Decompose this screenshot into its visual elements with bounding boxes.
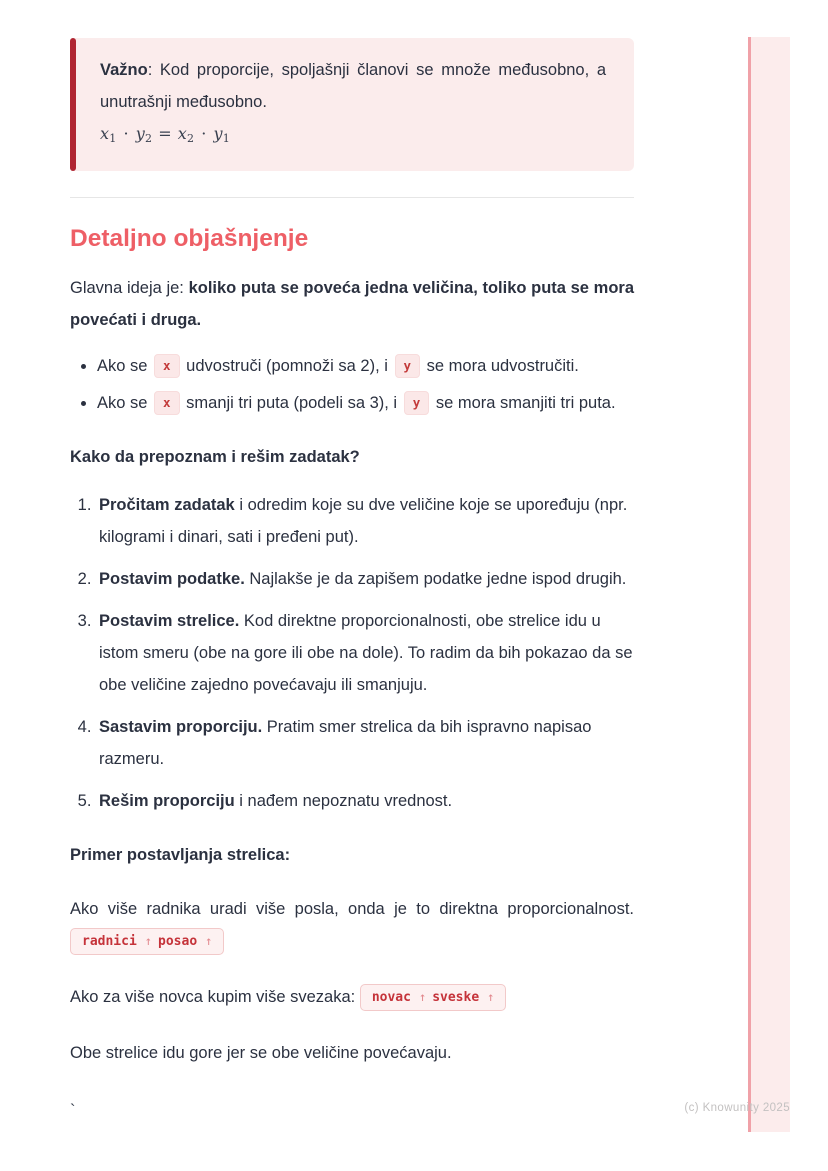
example-paragraph-1 — [70, 893, 634, 957]
step-text: i nađem nepoznatu vrednost. — [234, 792, 453, 810]
section-divider — [70, 197, 634, 198]
math-formula — [100, 118, 606, 155]
bullet-item — [97, 387, 634, 419]
closing-paragraph: Obe strelice idu gore jer se obe veličine povećavaju. — [70, 1044, 452, 1062]
up-arrow-icon: ↑ — [418, 990, 427, 1004]
up-arrow-icon: ↑ — [144, 934, 153, 948]
badge-word: radnici — [82, 934, 137, 949]
intro-bold-text: koliko puta se poveća jedna veličina, toliko puta se mora povećati i druga. — [70, 279, 634, 329]
important-callout — [70, 38, 634, 171]
bullet-list — [70, 350, 634, 419]
document-content — [70, 38, 634, 1127]
copyright-notice: (c) Knowunity 2025 — [684, 1102, 790, 1114]
code-badge-x: x — [154, 391, 180, 415]
formula-var: y — [135, 124, 145, 143]
bullet-text: smanji tri puta (podeli sa 3), i — [186, 394, 398, 412]
bullet-item — [97, 350, 634, 382]
step-item — [96, 711, 634, 775]
formula-subscript: 1 — [222, 132, 230, 145]
code-badge-y: y — [395, 354, 421, 378]
formula-subscript: 1 — [109, 132, 117, 145]
section-title: Detaljno objašnjenje — [70, 225, 309, 252]
step-bold: Postavim podatke. — [99, 570, 245, 588]
bullet-text: se mora smanjiti tri puta. — [435, 394, 616, 412]
step-text: Najlakše je da zapišem podatke jedne ispod drugih. — [244, 570, 627, 588]
callout-accent-bar — [70, 38, 76, 171]
step-bold: Rešim proporciju — [99, 792, 235, 810]
example-title: Primer postavljanja strelica: — [70, 846, 291, 864]
up-arrow-icon: ↑ — [205, 934, 213, 948]
example-paragraph-2 — [70, 981, 634, 1013]
formula-subscript: 2 — [144, 132, 153, 145]
code-badge-novac-sveske — [360, 984, 507, 1011]
formula-var: y — [213, 124, 223, 143]
bullet-text: Ako se — [97, 394, 148, 412]
bullet-text: se mora udvostručiti. — [426, 357, 579, 375]
formula-var: x — [100, 124, 110, 143]
up-arrow-icon: ↑ — [487, 990, 495, 1004]
example-text: Ako više radnika uradi više posla, onda je to direktna proporcionalnost. — [70, 900, 634, 918]
step-item — [96, 489, 634, 553]
step-item — [96, 563, 634, 595]
callout-text: Važno: Kod proporcije, spoljašnji članovi se množe međusobno, a unutrašnji međusobno. — [100, 61, 606, 111]
stray-backtick: ` — [70, 1102, 76, 1120]
formula-var: x — [177, 124, 188, 143]
badge-word: novac — [371, 990, 411, 1005]
badge-word: posao — [158, 934, 198, 949]
step-bold: Pročitam zadatak — [99, 496, 235, 514]
code-badge-radnici-posao — [70, 928, 224, 955]
step-bold: Sastavim proporciju. — [99, 718, 263, 736]
callout-label: Važno — [100, 61, 148, 79]
example-text: Ako za više novca kupim više svezaka: — [70, 988, 356, 1006]
bullet-text: udvostruči (pomnoži sa 2), i — [186, 357, 388, 375]
formula-operator: · — [123, 124, 129, 143]
step-item — [96, 785, 634, 817]
badge-word: sveske — [432, 990, 480, 1005]
how-to-title: Kako da prepoznam i rešim zadatak? — [70, 448, 360, 466]
formula-equals: = — [158, 124, 172, 143]
code-badge-y: y — [404, 391, 430, 415]
intro-text: Glavna ideja je: — [70, 279, 189, 297]
step-text: Kod direktne proporcionalnosti, obe strelice idu u istom smeru (obe na gore ili obe na dole). To radim da bih pokazao da se obe veličine zajedno povećavaju ili smanjuju. — [99, 612, 633, 694]
formula-operator: · — [201, 124, 207, 143]
formula-subscript: 2 — [187, 132, 195, 145]
intro-paragraph — [70, 272, 634, 336]
code-badge-x: x — [154, 354, 180, 378]
side-accent-strip — [748, 37, 790, 1132]
step-item — [96, 605, 634, 701]
step-bold: Postavim strelice. — [99, 612, 240, 630]
bullet-text: Ako se — [97, 357, 148, 375]
numbered-step-list — [70, 489, 634, 817]
step-text: Pratim smer strelica da bih ispravno napisao razmeru. — [99, 718, 592, 768]
step-text: i odredim koje su dve veličine koje se upoređuju (npr. kilogrami i dinari, sati i pređeni put). — [99, 496, 628, 546]
